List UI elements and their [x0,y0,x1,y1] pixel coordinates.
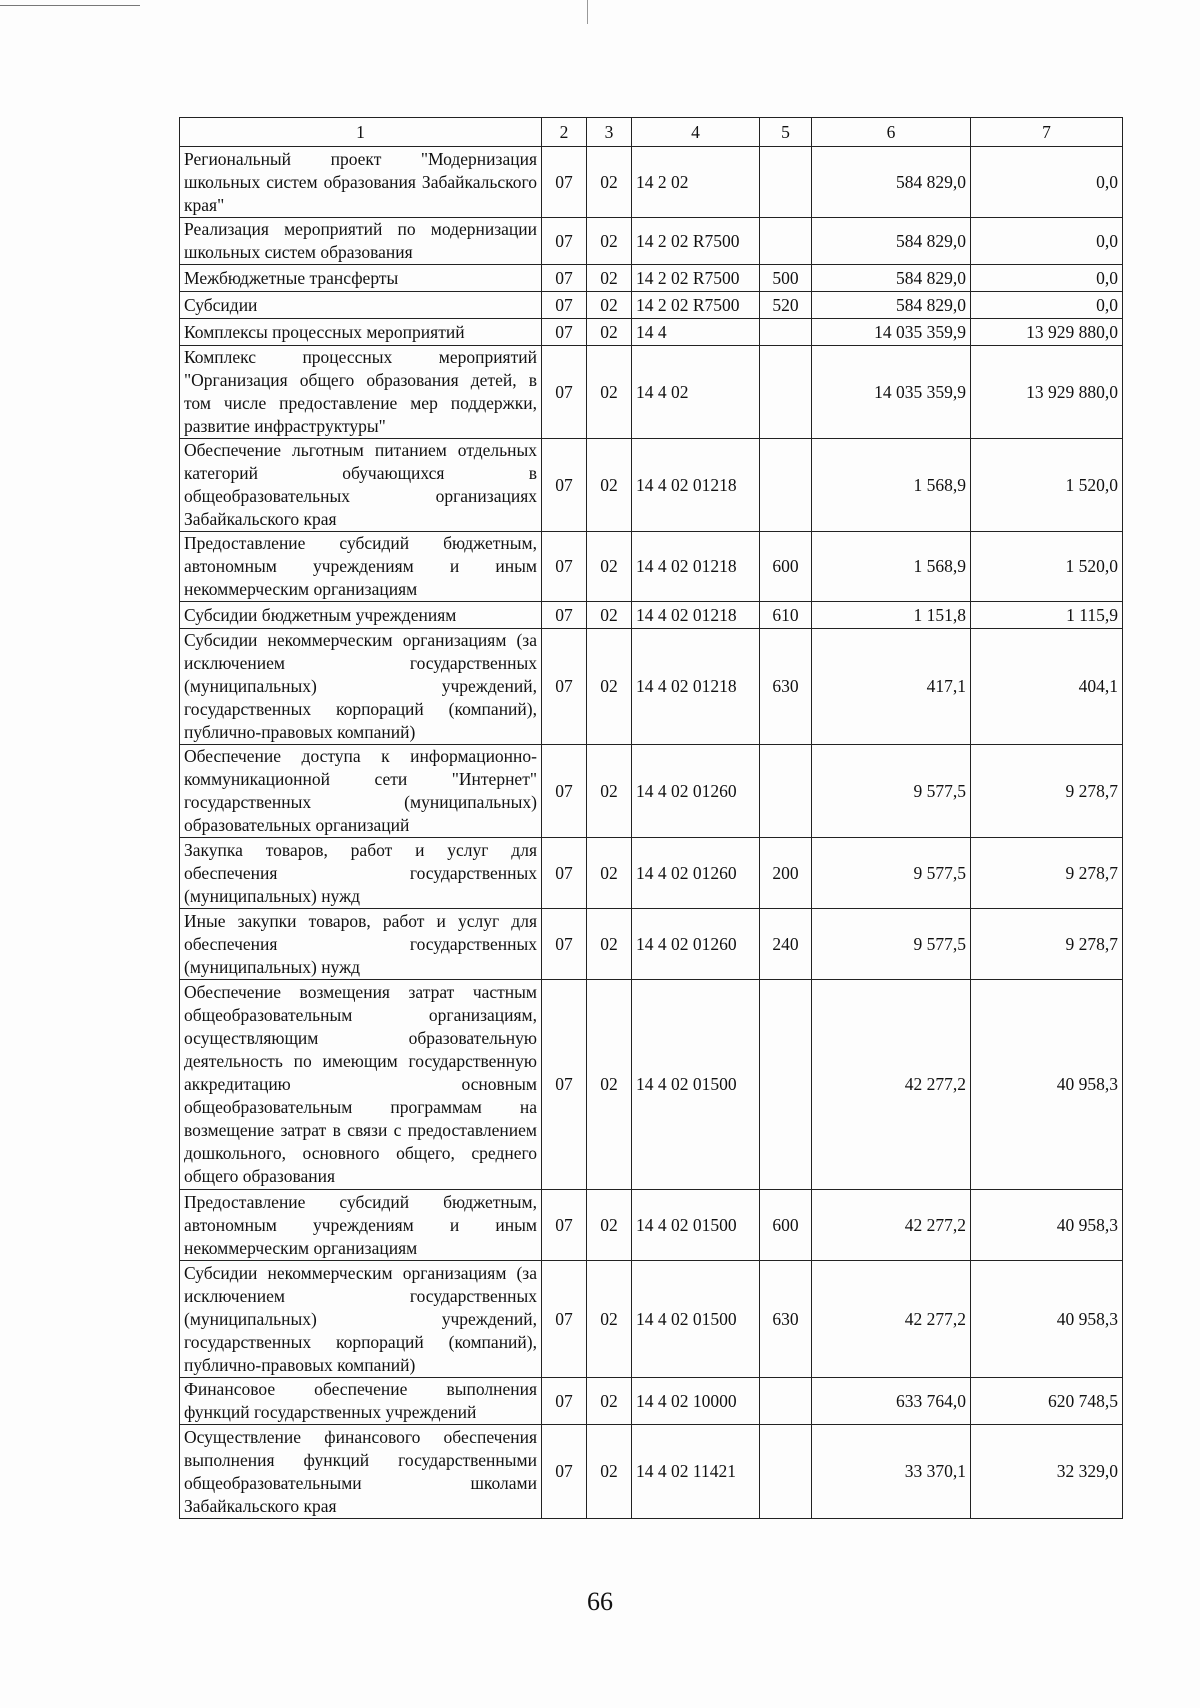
target-article-cell: 14 4 02 01218 [632,602,760,629]
amount-year2-cell: 13 929 880,0 [971,346,1123,439]
target-article-cell: 14 4 02 01218 [632,532,760,602]
table-row [180,319,1123,346]
target-article-cell: 14 2 02 [632,147,760,218]
amount-year1-cell: 42 277,2 [812,1190,971,1261]
row-name-cell: Субсидии бюджетным учреждениям [180,602,542,629]
table-row [180,1378,1123,1425]
table-row [180,532,1123,602]
target-article-cell: 14 4 02 01260 [632,745,760,838]
header-col-7: 7 [971,118,1123,147]
subsection-cell: 02 [587,319,632,346]
scan-artifact-line [0,5,140,6]
amount-year2-cell: 9 278,7 [971,909,1123,980]
row-name-cell: Комплекс процессных мероприятий "Организация общего образования детей, в том числе предоставление мер поддержки, развитие инфраструктуры" [180,346,542,439]
amount-year2-cell: 0,0 [971,147,1123,218]
amount-year2-cell: 9 278,7 [971,838,1123,909]
row-name-cell: Региональный проект "Модернизация школьных систем образования Забайкальского края" [180,147,542,218]
amount-year2-cell: 1 520,0 [971,532,1123,602]
page-number: 66 [587,1587,613,1616]
expense-type-cell: 630 [760,1261,812,1378]
amount-year2-cell: 13 929 880,0 [971,319,1123,346]
row-name-cell: Реализация мероприятий по модернизации школьных систем образования [180,218,542,265]
amount-year1-cell: 42 277,2 [812,1261,971,1378]
subsection-cell: 02 [587,147,632,218]
subsection-cell: 02 [587,218,632,265]
amount-year2-cell: 1 520,0 [971,439,1123,532]
amount-year2-cell: 1 115,9 [971,602,1123,629]
amount-year2-cell: 404,1 [971,629,1123,745]
table-row [180,218,1123,265]
header-col-2: 2 [542,118,587,147]
expense-type-cell: 610 [760,602,812,629]
table-row [180,439,1123,532]
table-row [180,980,1123,1190]
subsection-cell: 02 [587,346,632,439]
subsection-cell: 02 [587,909,632,980]
amount-year1-cell: 584 829,0 [812,147,971,218]
expense-type-cell [760,439,812,532]
row-name-cell: Иные закупки товаров, работ и услуг для обеспечения государственных (муниципальных) нужд [180,909,542,980]
section-cell: 07 [542,1425,587,1519]
header-col-4: 4 [632,118,760,147]
subsection-cell: 02 [587,1190,632,1261]
row-name-cell: Предоставление субсидий бюджетным, автономным учреждениям и иным некоммерческим организациям [180,532,542,602]
target-article-cell: 14 2 02 R7500 [632,218,760,265]
row-name-cell: Финансовое обеспечение выполнения функций государственных учреждений [180,1378,542,1425]
expense-type-cell: 520 [760,292,812,319]
section-cell: 07 [542,838,587,909]
amount-year1-cell: 417,1 [812,629,971,745]
amount-year1-cell: 14 035 359,9 [812,319,971,346]
section-cell: 07 [542,147,587,218]
header-col-5: 5 [760,118,812,147]
section-cell: 07 [542,346,587,439]
expense-type-cell: 600 [760,1190,812,1261]
amount-year1-cell: 9 577,5 [812,838,971,909]
amount-year1-cell: 584 829,0 [812,292,971,319]
expense-type-cell [760,1378,812,1425]
amount-year2-cell: 9 278,7 [971,745,1123,838]
section-cell: 07 [542,292,587,319]
expense-type-cell: 600 [760,532,812,602]
row-name-cell: Обеспечение льготным питанием отдельных категорий обучающихся в общеобразовательных организациях Забайкальского края [180,439,542,532]
table-row [180,838,1123,909]
target-article-cell: 14 4 02 [632,346,760,439]
subsection-cell: 02 [587,532,632,602]
table-row [180,147,1123,218]
row-name-cell: Субсидии [180,292,542,319]
amount-year2-cell: 40 958,3 [971,980,1123,1190]
row-name-cell: Обеспечение возмещения затрат частным общеобразовательным организациям, осуществляющим образовательную деятельность по имеющим государственную аккредитацию основным общеобразовательным программам на возмещение затрат в связи с предоставлением дошкольного, основного общего, среднего общего образования [180,980,542,1190]
expense-type-cell [760,147,812,218]
subsection-cell: 02 [587,439,632,532]
amount-year2-cell: 40 958,3 [971,1261,1123,1378]
target-article-cell: 14 4 02 01500 [632,1261,760,1378]
row-name-cell: Субсидии некоммерческим организациям (за исключением государственных (муниципальных) учреждений, государственных корпораций (компаний), публично-правовых компаний) [180,1261,542,1378]
amount-year1-cell: 1 151,8 [812,602,971,629]
expense-type-cell: 240 [760,909,812,980]
table-row [180,265,1123,292]
expense-type-cell [760,319,812,346]
target-article-cell: 14 4 02 01218 [632,439,760,532]
expense-type-cell: 500 [760,265,812,292]
subsection-cell: 02 [587,745,632,838]
table-row [180,745,1123,838]
section-cell: 07 [542,532,587,602]
table-row [180,346,1123,439]
subsection-cell: 02 [587,292,632,319]
section-cell: 07 [542,1190,587,1261]
budget-table [179,117,1123,1519]
amount-year1-cell: 42 277,2 [812,980,971,1190]
amount-year2-cell: 0,0 [971,292,1123,319]
table-row [180,292,1123,319]
header-col-6: 6 [812,118,971,147]
amount-year2-cell: 40 958,3 [971,1190,1123,1261]
target-article-cell: 14 2 02 R7500 [632,292,760,319]
target-article-cell: 14 4 02 01218 [632,629,760,745]
table-row [180,1425,1123,1519]
row-name-cell: Межбюджетные трансферты [180,265,542,292]
row-name-cell: Комплексы процессных мероприятий [180,319,542,346]
subsection-cell: 02 [587,629,632,745]
amount-year1-cell: 9 577,5 [812,909,971,980]
amount-year1-cell: 633 764,0 [812,1378,971,1425]
target-article-cell: 14 2 02 R7500 [632,265,760,292]
subsection-cell: 02 [587,602,632,629]
section-cell: 07 [542,319,587,346]
section-cell: 07 [542,1261,587,1378]
table-row [180,602,1123,629]
table-row [180,629,1123,745]
table-header-row [180,118,1123,147]
amount-year2-cell: 32 329,0 [971,1425,1123,1519]
subsection-cell: 02 [587,265,632,292]
amount-year1-cell: 584 829,0 [812,218,971,265]
expense-type-cell [760,980,812,1190]
expense-type-cell [760,218,812,265]
row-name-cell: Закупка товаров, работ и услуг для обеспечения государственных (муниципальных) нужд [180,838,542,909]
target-article-cell: 14 4 02 01500 [632,1190,760,1261]
target-article-cell: 14 4 02 01260 [632,838,760,909]
target-article-cell: 14 4 02 01500 [632,980,760,1190]
table-row [180,1261,1123,1378]
amount-year1-cell: 1 568,9 [812,532,971,602]
table-row [180,909,1123,980]
target-article-cell: 14 4 [632,319,760,346]
amount-year2-cell: 0,0 [971,218,1123,265]
amount-year1-cell: 584 829,0 [812,265,971,292]
expense-type-cell [760,1425,812,1519]
header-col-1: 1 [180,118,542,147]
row-name-cell: Осуществление финансового обеспечения выполнения функций государственными общеобразовательными школами Забайкальского края [180,1425,542,1519]
expense-type-cell: 200 [760,838,812,909]
section-cell: 07 [542,439,587,532]
amount-year1-cell: 14 035 359,9 [812,346,971,439]
subsection-cell: 02 [587,980,632,1190]
section-cell: 07 [542,745,587,838]
row-name-cell: Субсидии некоммерческим организациям (за исключением государственных (муниципальных) учреждений, государственных корпораций (компаний), публично-правовых компаний) [180,629,542,745]
section-cell: 07 [542,218,587,265]
subsection-cell: 02 [587,1261,632,1378]
section-cell: 07 [542,909,587,980]
budget-table-body [180,118,1123,1519]
expense-type-cell [760,346,812,439]
expense-type-cell [760,745,812,838]
scan-artifact-tick [587,0,588,24]
row-name-cell: Обеспечение доступа к информационно-коммуникационной сети "Интернет" государственных (муниципальных) образовательных организаций [180,745,542,838]
header-col-3: 3 [587,118,632,147]
subsection-cell: 02 [587,1425,632,1519]
row-name-cell: Предоставление субсидий бюджетным, автономным учреждениям и иным некоммерческим организациям [180,1190,542,1261]
amount-year1-cell: 9 577,5 [812,745,971,838]
subsection-cell: 02 [587,1378,632,1425]
expense-type-cell: 630 [760,629,812,745]
section-cell: 07 [542,1378,587,1425]
section-cell: 07 [542,629,587,745]
amount-year1-cell: 33 370,1 [812,1425,971,1519]
section-cell: 07 [542,980,587,1190]
amount-year2-cell: 620 748,5 [971,1378,1123,1425]
table-row [180,1190,1123,1261]
subsection-cell: 02 [587,838,632,909]
section-cell: 07 [542,265,587,292]
amount-year2-cell: 0,0 [971,265,1123,292]
target-article-cell: 14 4 02 10000 [632,1378,760,1425]
section-cell: 07 [542,602,587,629]
target-article-cell: 14 4 02 01260 [632,909,760,980]
target-article-cell: 14 4 02 11421 [632,1425,760,1519]
amount-year1-cell: 1 568,9 [812,439,971,532]
